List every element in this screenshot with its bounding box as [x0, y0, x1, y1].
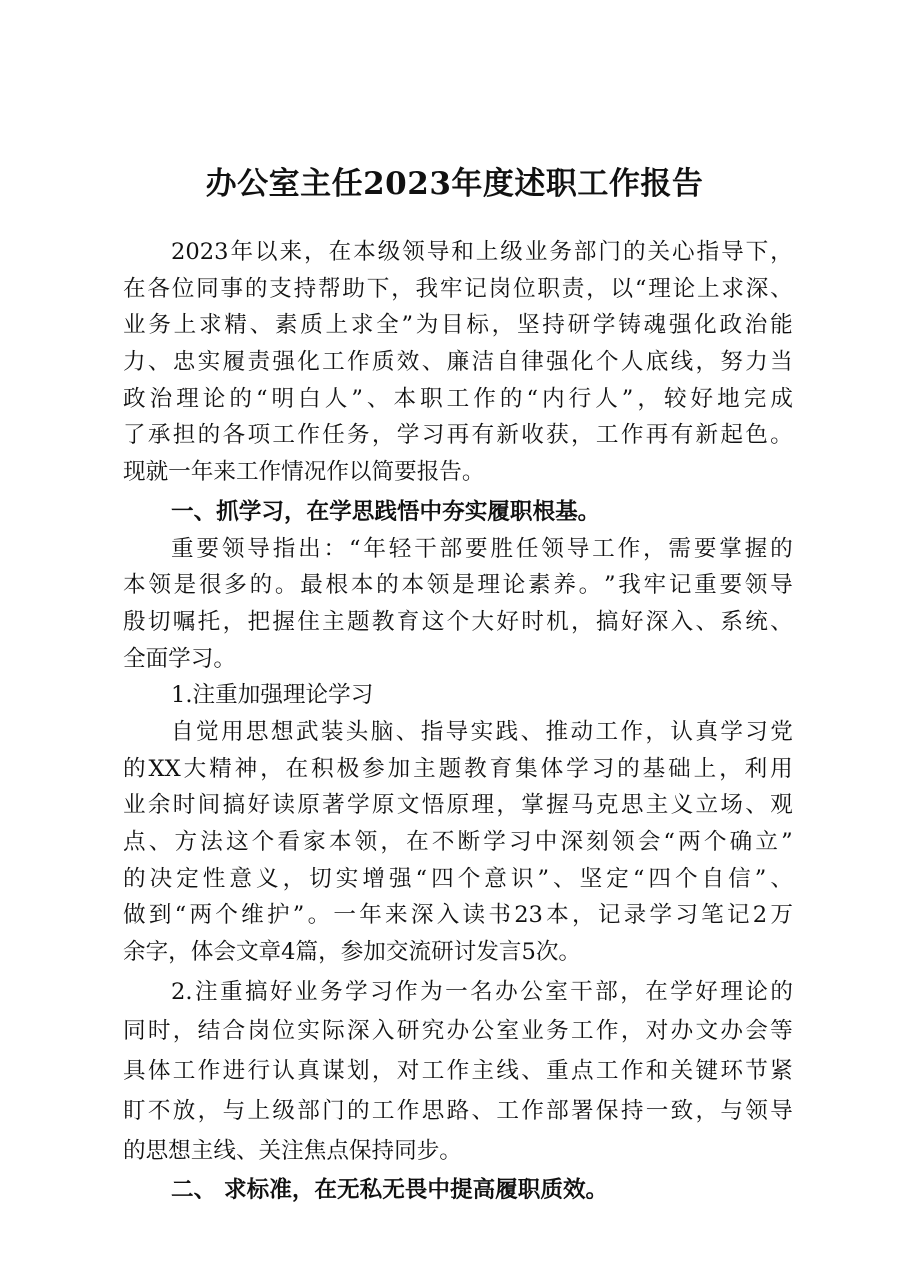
text-line: 本 领 是 很 多 的 。 最 根 本 的 本 领 是 理 论 素 养 。 ” 我 牢 记 重 要 领 导 — [123, 572, 793, 599]
section-heading — [123, 494, 793, 531]
text-line: 重 要 领 导 指 出 ： “ 年 轻 干 部 要 胜 任 领 导 工 作 ， 需 要 掌 握 的 — [171, 535, 793, 562]
document-body — [123, 234, 793, 1209]
text-line: 具 体 工 作 进 行 认 真 谋 划 ， 对 工 作 主 线 、 重 点 工 作 和 关 键 环 节 紧 — [123, 1058, 793, 1085]
text-line: 同 时 ， 结 合 岗 位 实 际 深 入 研 究 办 公 室 业 务 工 作 ， 对 办 文 办 会 等 — [123, 1018, 793, 1045]
text-line: 业 务 上 求 精 、 素 质 上 求 全 ” 为 目 标 ， 坚 持 研 学 铸 魂 强 化 政 治 能 — [123, 312, 793, 339]
text-line: 了 承 担 的 各 项 工 作 任 务 ， 学 习 再 有 新 收 获 ， 工 作 再 有 新 起 色 。 — [123, 422, 793, 449]
paragraph — [123, 677, 793, 714]
text-line: 盯 不 放 ， 与 上 级 部 门 的 工 作 思 路 、 工 作 部 署 保 持 一 致 ， 与 领 导 — [123, 1097, 793, 1124]
text-line: 的思想主线、关注焦点保持同步。 — [123, 1137, 462, 1164]
paragraph — [123, 531, 793, 678]
text-line: 力 、 忠 实 履 责 强 化 工 作 质 效 、 廉 洁 自 律 强 化 个 人 底 线 ， 努 力 当 — [123, 349, 793, 376]
text-line: 2023 年 以 来 ， 在 本 级 领 导 和 上 级 业 务 部 门 的 关 心 指 导 下 ， — [171, 239, 793, 265]
text-line: 的 XX 大 精 神 ， 在 积 极 参 加 主 题 教 育 集 体 学 习 的 基 础 上 ， 利 用 — [123, 755, 793, 782]
text-line: 在 各 位 同 事 的 支 持 帮 助 下 ， 我 牢 记 岗 位 职 责 ， 以 “ 理 论 上 求 深 、 — [123, 275, 793, 302]
section-heading — [123, 1172, 793, 1209]
paragraph — [123, 234, 793, 491]
text-line: 点 、 方 法 这 个 看 家 本 领 ， 在 不 断 学 习 中 深 刻 领 会 “ 两 个 确 立 ” — [123, 829, 793, 855]
text-line: 现就一年来工作情况作以简要报告。 — [123, 459, 485, 486]
text-line: 殷 切 嘱 托 ， 把 握 住 主 题 教 育 这 个 大 好 时 机 ， 搞 好 深 入 、 系 统 、 — [123, 608, 793, 635]
text-line: 1.注重加强理论学习 — [171, 682, 374, 709]
text-line: 的 决 定 性 意 义 ， 切 实 增 强 “ 四 个 意 识 ” 、 坚 定 “ 四 个 自 信 ” 、 — [123, 865, 793, 892]
text-line: 政 治 理 论 的 “ 明 白 人 ” 、 本 职 工 作 的 “ 内 行 人 ” ， 较 好 地 完 成 — [123, 385, 793, 412]
text-line: 余字，体会文章4篇，参加交流研讨发言5次。 — [123, 939, 582, 966]
text-line: 做 到 “ 两 个 维 护 ” 。 一 年 来 深 入 读 书 23 本 ， 记 录 学 习 笔 记 2 万 — [123, 902, 793, 929]
text-line: 全面学习。 — [123, 645, 236, 672]
text-line: 一、抓学习，在学思践悟中夯实履职根基。 — [171, 498, 601, 525]
text-line: 2. 注 重 搞 好 业 务 学 习 作 为 一 名 办 公 室 干 部 ， 在 学 好 理 论 的 — [171, 978, 793, 1005]
paragraph — [123, 714, 793, 971]
text-line: 业 余 时 间 搞 好 读 原 著 学 原 文 悟 原 理 ， 掌 握 马 克 思 主 义 立 场 、 观 — [123, 792, 793, 819]
text-line: 二、 求标准，在无私无畏中提高履职质效。 — [171, 1177, 609, 1204]
paragraph — [123, 974, 793, 1169]
document-title: 办公室主任2023年度述职工作报告 — [205, 166, 704, 202]
text-line: 自 觉 用 思 想 武 装 头 脑 、 指 导 实 践 、 推 动 工 作 ， 认 真 学 习 党 — [171, 718, 793, 745]
